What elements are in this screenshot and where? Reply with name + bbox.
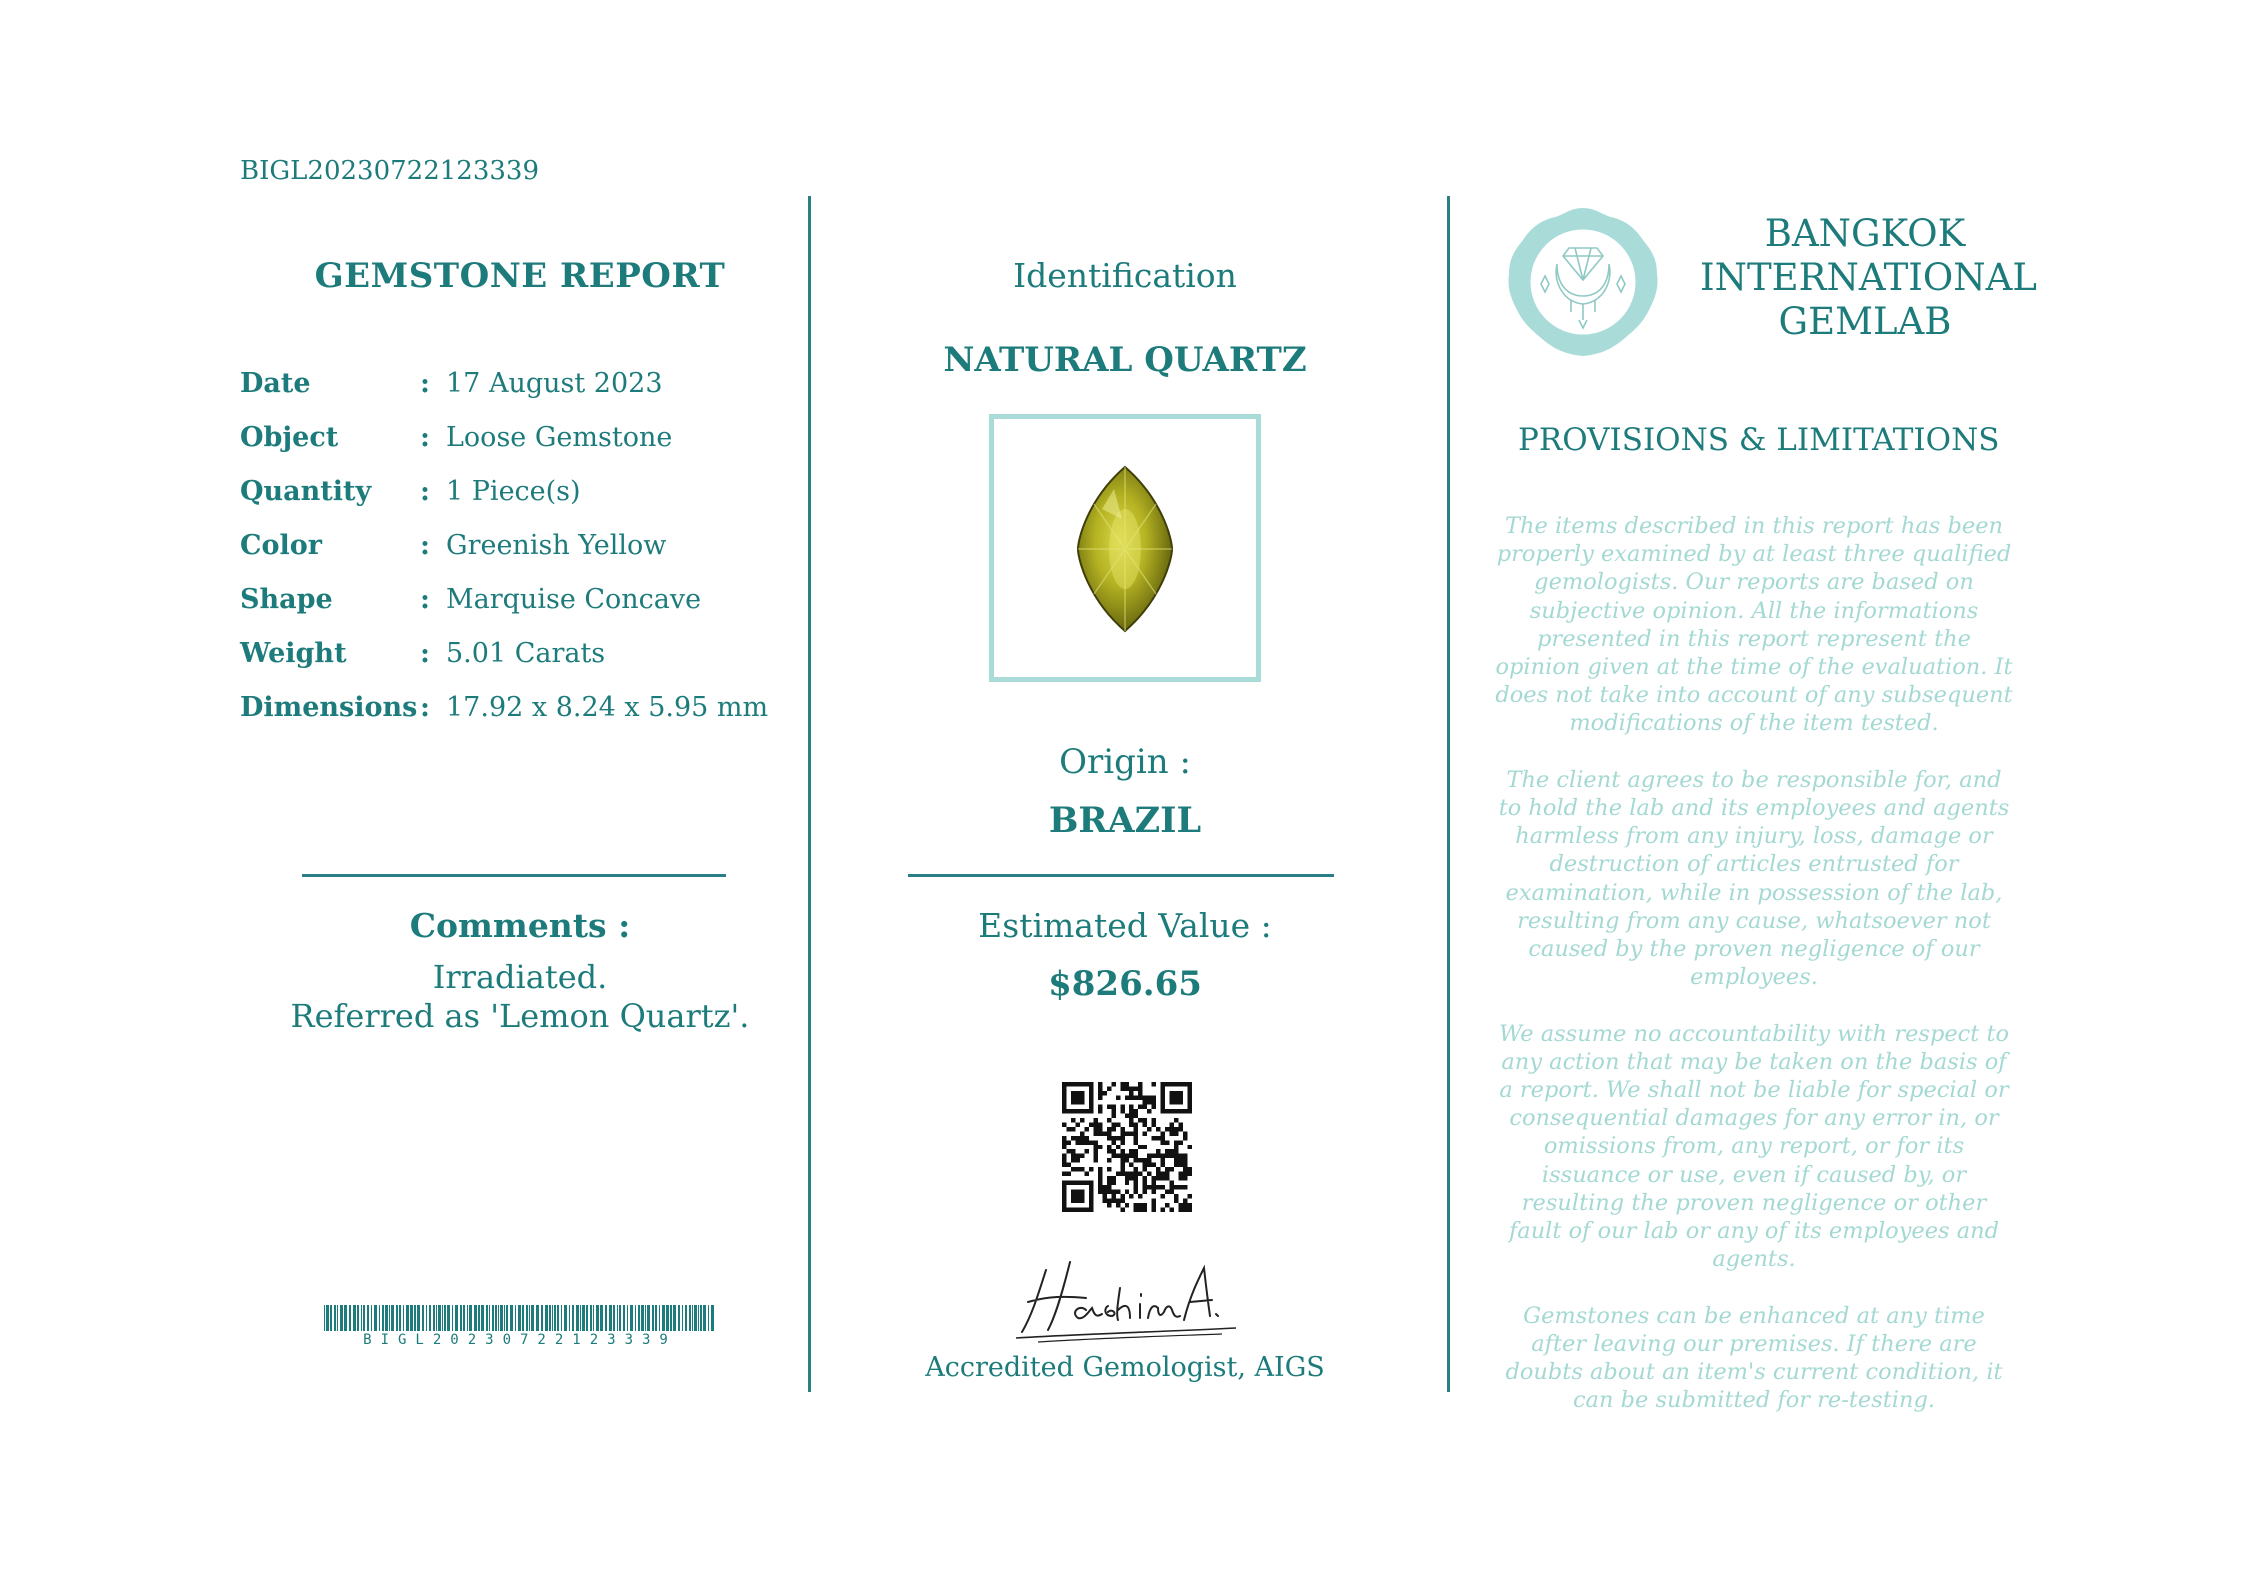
origin-value: BRAZIL <box>1048 800 1202 841</box>
field-value: 1 Piece(s) <box>446 476 581 507</box>
field-label: Quantity <box>240 476 372 507</box>
column-divider-right <box>1447 196 1450 1392</box>
field-value: Marquise Concave <box>446 584 702 615</box>
field-separator: : <box>420 692 430 723</box>
lab-name-line: BANGKOK <box>1764 212 1966 255</box>
field-separator: : <box>420 422 430 453</box>
field-value: Loose Gemstone <box>446 422 673 453</box>
lab-seal-logo <box>1505 204 1661 360</box>
column-divider-left <box>808 196 811 1392</box>
field-value: Greenish Yellow <box>446 530 667 561</box>
field-label: Dimensions <box>240 692 418 723</box>
provisions-title: PROVISIONS & LIMITATIONS <box>1518 422 2000 458</box>
estimated-value-label: Estimated Value : <box>978 906 1272 945</box>
provisions-paragraph: Gemstones can be enhanced at any time after leaving our premises. If there are doubts about an item's current condition, it can be submitted for re-testing. <box>1505 1302 2003 1414</box>
lab-name-line: INTERNATIONAL <box>1700 256 2037 299</box>
comments-divider <box>302 874 726 877</box>
gemologist-signature <box>1008 1250 1238 1345</box>
field-label: Weight <box>240 638 347 669</box>
field-label: Object <box>240 422 339 453</box>
field-value: 5.01 Carats <box>446 638 606 669</box>
field-label: Shape <box>240 584 333 615</box>
field-value: 17.92 x 8.24 x 5.95 mm <box>446 692 769 723</box>
report-number: BIGL20230722123339 <box>240 156 539 186</box>
barcode-number: BIGL20230722123339 <box>363 1332 677 1348</box>
field-separator: : <box>420 530 430 561</box>
provisions-text <box>1494 512 2014 1443</box>
field-label: Color <box>240 530 322 561</box>
provisions-paragraph: The client agrees to be responsible for, and to hold the lab and its employees and agents harmless from any injury, loss, damage or destruction of articles entrusted for examination, while in possession of the lab, resulting from any cause, whatsoever not caused by the proven negligence of our employees. <box>1498 766 2010 991</box>
comment-line: Referred as 'Lemon Quartz'. <box>290 997 750 1035</box>
field-separator: : <box>420 476 430 507</box>
provisions-paragraph: We assume no accountability with respect to any action that may be taken on the basis of a report. We shall not be liable for special or consequential damages for any error in, or omissions from, any report, or for its issuance or use, even if caused by, or resulting the proven negligence or other fault of our lab or any of its employees and agents. <box>1498 1020 2010 1273</box>
comment-line: Irradiated. <box>432 958 608 996</box>
comments-title: Comments : <box>409 906 631 945</box>
barcode <box>324 1305 716 1331</box>
origin-label: Origin : <box>1059 742 1191 782</box>
field-label: Date <box>240 368 311 399</box>
gem-photo-frame <box>989 414 1261 682</box>
lab-name <box>1700 212 2037 344</box>
qr-code[interactable] <box>1062 1082 1192 1212</box>
value-divider <box>908 874 1334 877</box>
comments-text <box>270 958 770 1036</box>
report-title: GEMSTONE REPORT <box>314 256 726 296</box>
estimated-value: $826.65 <box>1048 964 1202 1004</box>
field-separator: : <box>420 638 430 669</box>
provisions-paragraph: The items described in this report has been properly examined by at least three qualified gemologists. Our reports are based on subjective opinion. All the informations presented in this report represent the opinion given at the time of the evaluation. It does not take into account of any subsequent modifications of the item tested. <box>1495 513 2013 737</box>
gemologist-title: Accredited Gemologist, AIGS <box>925 1352 1325 1383</box>
identification-label: Identification <box>1013 256 1237 295</box>
gemstone-image <box>994 419 1256 677</box>
field-separator: : <box>420 368 430 399</box>
lab-name-line: GEMLAB <box>1778 300 1952 343</box>
field-value: 17 August 2023 <box>446 368 663 399</box>
field-separator: : <box>420 584 430 615</box>
identification-value: NATURAL QUARTZ <box>943 340 1307 380</box>
